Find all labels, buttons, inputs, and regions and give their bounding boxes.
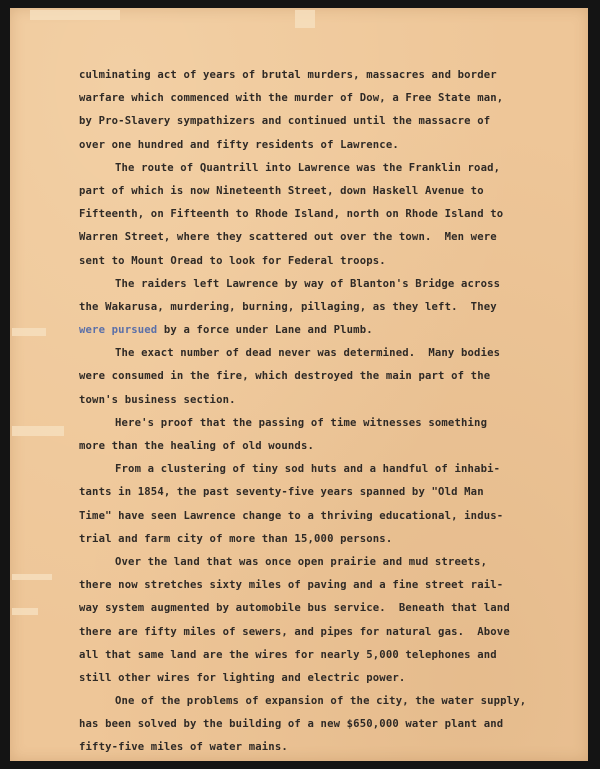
text-line: Warren Street, where they scattered out over the town. Men were xyxy=(79,231,497,244)
text-line: all that same land are the wires for nearly 5,000 telephones and xyxy=(79,648,497,661)
text-line: town's business section. xyxy=(79,393,236,406)
text-line: Time" have seen Lawrence change to a thriving educational, indus- xyxy=(79,509,504,522)
text-line: fifty-five miles of water mains. xyxy=(79,741,288,754)
paper-wear-mark xyxy=(12,328,46,336)
text-segment: by a force under Lane and Plumb. xyxy=(157,324,373,337)
text-line: From a clustering of tiny sod huts and a handful of inhabi- xyxy=(115,463,501,476)
text-line: One of the problems of expansion of the city, the water supply, xyxy=(115,695,527,708)
text-line: tants in 1854, the past seventy-five years spanned by "Old Man xyxy=(79,486,484,499)
text-line: warfare which commenced with the murder of Dow, a Free State man, xyxy=(79,92,504,105)
text-line: still other wires for lighting and electric power. xyxy=(79,671,406,684)
text-line: Here's proof that the passing of time witnesses something xyxy=(115,416,488,429)
text-line: more than the healing of old wounds. xyxy=(79,440,315,452)
paper-wear-mark xyxy=(12,608,38,615)
text-line: over one hundred and fifty residents of Lawrence. xyxy=(79,138,399,151)
paper-wear-mark xyxy=(12,426,64,436)
text-line: trial and farm city of more than 15,000 persons. xyxy=(79,532,393,545)
text-line xyxy=(79,319,549,342)
text-line: there now stretches sixty miles of paving and a fine street rail- xyxy=(79,579,504,592)
text-line: part of which is now Nineteenth Street, down Haskell Avenue to xyxy=(79,184,484,197)
paper-wear-mark xyxy=(12,574,52,580)
text-line: by Pro-Slavery sympathizers and continued until the massacre of xyxy=(79,115,491,128)
text-line: there are fifty miles of sewers, and pipes for natural gas. Above xyxy=(79,625,510,638)
paper-wear-mark xyxy=(295,10,315,28)
text-line: the Wakarusa, murdering, burning, pillaging, as they left. They xyxy=(79,300,497,313)
text-line: way system augmented by automobile bus service. Beneath that land xyxy=(79,602,510,615)
text-line: culminating act of years of brutal murders, massacres and border xyxy=(79,69,497,81)
text-line: The raiders left Lawrence by way of Blanton's Bridge across xyxy=(115,277,501,290)
text-line: Fifteenth, on Fifteenth to Rhode Island, north on Rhode Island to xyxy=(79,208,504,221)
blue-ink-overstrike: were pursued xyxy=(79,324,158,337)
paper-wear-mark xyxy=(30,10,120,20)
text-line: The exact number of dead never was determined. Many bodies xyxy=(115,347,501,360)
text-line: were consumed in the fire, which destroyed the main part of the xyxy=(79,370,491,383)
text-line: has been solved by the building of a new $650,000 water plant and xyxy=(79,718,504,731)
text-line: The route of Quantrill into Lawrence was the Franklin road, xyxy=(115,161,501,174)
document-body xyxy=(79,64,549,760)
text-line: sent to Mount Oread to look for Federal troops. xyxy=(79,254,386,267)
text-line: Over the land that was once open prairie and mud streets, xyxy=(115,555,488,568)
